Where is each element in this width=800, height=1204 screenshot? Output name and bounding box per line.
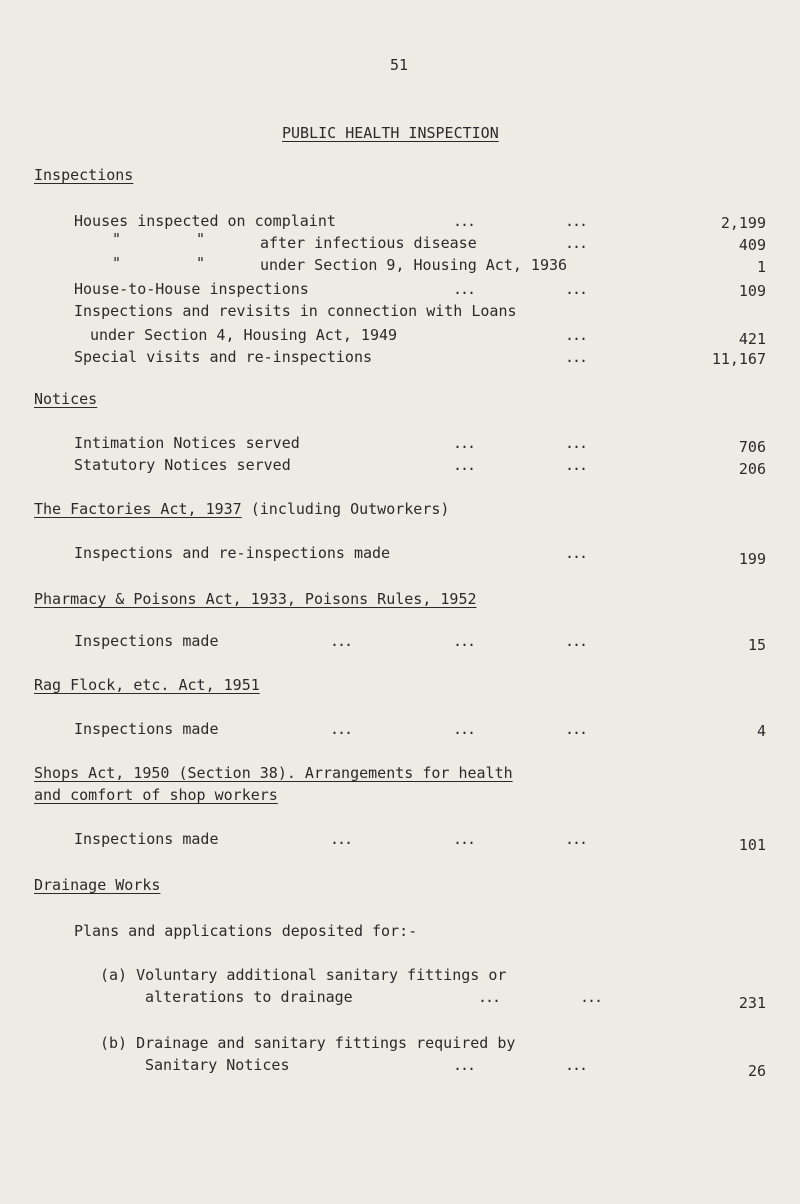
- leader-dots: ...: [478, 988, 500, 1006]
- leader-dots: ...: [453, 212, 475, 230]
- section9-value: 1: [756, 258, 766, 276]
- factories-heading-title: The Factories Act, 1937: [34, 500, 242, 518]
- leader-dots: ...: [565, 234, 587, 252]
- pharmacy-heading: Pharmacy & Poisons Act, 1933, Poisons Rules, 1952: [34, 590, 477, 608]
- section9-label: under Section 9, Housing Act, 1936: [260, 256, 568, 274]
- leader-dots: ...: [580, 988, 602, 1006]
- shops-inspections-value: 101: [738, 836, 766, 854]
- drainage-b-value: 26: [747, 1062, 766, 1080]
- drainage-b-line2: Sanitary Notices: [145, 1056, 290, 1074]
- rag-flock-heading: Rag Flock, etc. Act, 1951: [34, 676, 260, 694]
- leader-dots: ...: [565, 456, 587, 474]
- leader-dots: ...: [330, 830, 352, 848]
- rag-flock-inspections-label: Inspections made: [74, 720, 219, 738]
- factories-inspections-label: Inspections and re-inspections made: [74, 544, 391, 562]
- inspections-heading: Inspections: [34, 166, 134, 184]
- shops-heading-line1: Shops Act, 1950 (Section 38). Arrangements for health: [34, 764, 513, 782]
- intimation-notices-label: Intimation Notices served: [74, 434, 300, 452]
- drainage-intro: Plans and applications deposited for:-: [74, 922, 418, 940]
- factories-inspections-value: 199: [738, 550, 766, 568]
- ditto-mark: ": [112, 230, 122, 248]
- drainage-a-line2: alterations to drainage: [145, 988, 353, 1006]
- leader-dots: ...: [565, 720, 587, 738]
- drainage-heading: Drainage Works: [34, 876, 161, 894]
- leader-dots: ...: [453, 830, 475, 848]
- intimation-notices-value: 706: [738, 438, 766, 456]
- ditto-mark: ": [196, 254, 206, 272]
- infectious-label: after infectious disease: [260, 234, 477, 252]
- special-visits-value: 11,167: [711, 350, 766, 368]
- page-title: PUBLIC HEALTH INSPECTION: [282, 124, 499, 142]
- drainage-a-value: 231: [738, 994, 766, 1012]
- leader-dots: ...: [565, 434, 587, 452]
- shops-inspections-label: Inspections made: [74, 830, 219, 848]
- leader-dots: ...: [453, 1056, 475, 1074]
- factories-heading: [34, 500, 449, 518]
- leader-dots: ...: [565, 544, 587, 562]
- special-visits-label: Special visits and re-inspections: [74, 348, 373, 366]
- pharmacy-inspections-label: Inspections made: [74, 632, 219, 650]
- leader-dots: ...: [453, 456, 475, 474]
- leader-dots: ...: [565, 1056, 587, 1074]
- ditto-mark: ": [112, 254, 122, 272]
- leader-dots: ...: [453, 434, 475, 452]
- statutory-notices-value: 206: [738, 460, 766, 478]
- houses-complaint-value: 2,199: [720, 214, 766, 232]
- leader-dots: ...: [453, 632, 475, 650]
- house-to-house-label: House-to-House inspections: [74, 280, 309, 298]
- houses-complaint-label: Houses inspected on complaint: [74, 212, 336, 230]
- drainage-a-line1: (a) Voluntary additional sanitary fittings or: [100, 966, 507, 984]
- leader-dots: ...: [565, 830, 587, 848]
- loans-label-line1: Inspections and revisits in connection with Loans: [74, 302, 517, 320]
- drainage-b-line1: (b) Drainage and sanitary fittings required by: [100, 1034, 516, 1052]
- ditto-mark: ": [196, 230, 206, 248]
- leader-dots: ...: [565, 212, 587, 230]
- house-to-house-value: 109: [738, 282, 766, 300]
- infectious-value: 409: [738, 236, 766, 254]
- leader-dots: ...: [565, 632, 587, 650]
- loans-label-line2: under Section 4, Housing Act, 1949: [90, 326, 398, 344]
- leader-dots: ...: [565, 280, 587, 298]
- leader-dots: ...: [453, 280, 475, 298]
- statutory-notices-label: Statutory Notices served: [74, 456, 291, 474]
- notices-heading: Notices: [34, 390, 98, 408]
- rag-flock-inspections-value: 4: [756, 722, 766, 740]
- pharmacy-inspections-value: 15: [747, 636, 766, 654]
- leader-dots: ...: [330, 632, 352, 650]
- factories-heading-suffix: (including Outworkers): [241, 500, 450, 518]
- loans-value: 421: [738, 330, 766, 348]
- leader-dots: ...: [565, 348, 587, 366]
- leader-dots: ...: [330, 720, 352, 738]
- leader-dots: ...: [565, 326, 587, 344]
- leader-dots: ...: [453, 720, 475, 738]
- shops-heading-line2: and comfort of shop workers: [34, 786, 278, 804]
- page-number: 51: [390, 56, 409, 74]
